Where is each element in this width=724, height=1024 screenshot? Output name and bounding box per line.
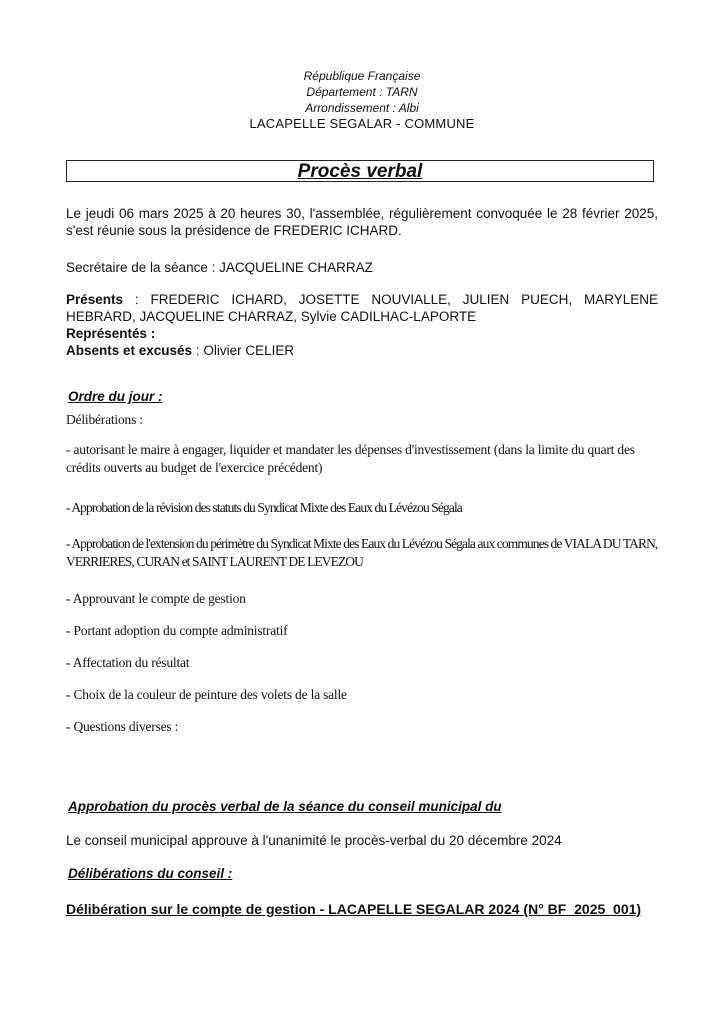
deliberations-title: Délibérations du conseil : <box>68 866 233 881</box>
deliberation-text: Délibération sur le compte de gestion - LACAPELLE SEGALAR 2024 (N° BF_2025_001) <box>66 901 642 917</box>
title-box <box>66 160 654 182</box>
agenda-item: - Questions diverses : <box>66 719 179 734</box>
agenda-title: Ordre du jour : <box>68 389 163 404</box>
header-commune: LACAPELLE SEGALAR - COMMUNE <box>249 116 475 131</box>
agenda-item: - Affectation du résultat <box>66 655 190 670</box>
agenda-intro: Délibérations : <box>66 412 143 427</box>
header-arrondissement: Arrondissement : Albi <box>305 101 419 115</box>
header-block <box>200 68 524 132</box>
approval-title: Approbation du procès verbal de la séance du conseil municipal du <box>68 799 502 814</box>
agenda-item: - Portant adoption du compte administratif <box>66 623 288 638</box>
absent-paragraph <box>66 342 658 359</box>
represented-label: Représentés : <box>66 326 156 341</box>
deliberation-heading <box>66 900 662 918</box>
agenda-item: - Choix de la couleur de peinture des volets de la salle <box>66 687 347 702</box>
approval-text: Le conseil municipal approuve à l'unanimité le procès-verbal du 20 décembre 2024 <box>66 833 562 848</box>
agenda-item: - autorisant le maire à engager, liquider et mandater les dépenses d'investissement (dans la limite du quart des crédits ouverts au budget de l'exercice précédent) <box>66 442 635 475</box>
absent-label: Absents et excusés <box>66 343 193 358</box>
present-paragraph <box>66 291 658 325</box>
page-title: Procès verbal <box>297 161 423 182</box>
absent-value: : Olivier CELIER <box>192 343 295 358</box>
header-department: Département : TARN <box>306 85 418 99</box>
intro-paragraph: Le jeudi 06 mars 2025 à 20 heures 30, l'assemblée, régulièrement convoquée le 28 février 2025, s'est réunie sous la présidence de FREDERIC ICHARD. <box>66 206 658 238</box>
secretary-line: Secrétaire de la séance : JACQUELINE CHARRAZ <box>66 260 373 275</box>
agenda-item: - Approbation de l'extension du périmètre du Syndicat Mixte des Eaux du Lévézou Ségala aux communes de VIALA DU TARN, VERRIERES, CURAN et SAINT LAURENT DE LEVEZOU <box>66 536 658 569</box>
header-republic: République Française <box>303 69 421 83</box>
agenda-item: - Approbation de la révision des statuts du Syndicat Mixte des Eaux du Lévézou Ségala <box>66 500 462 515</box>
present-label: Présents <box>66 292 124 307</box>
present-value: : FREDERIC ICHARD, JOSETTE NOUVIALLE, JULIEN PUECH, MARYLENE HEBRARD, JACQUELINE CHARRAZ, Sylvie CADILHAC-LAPORTE <box>66 292 658 324</box>
agenda-item: - Approuvant le compte de gestion <box>66 591 246 606</box>
